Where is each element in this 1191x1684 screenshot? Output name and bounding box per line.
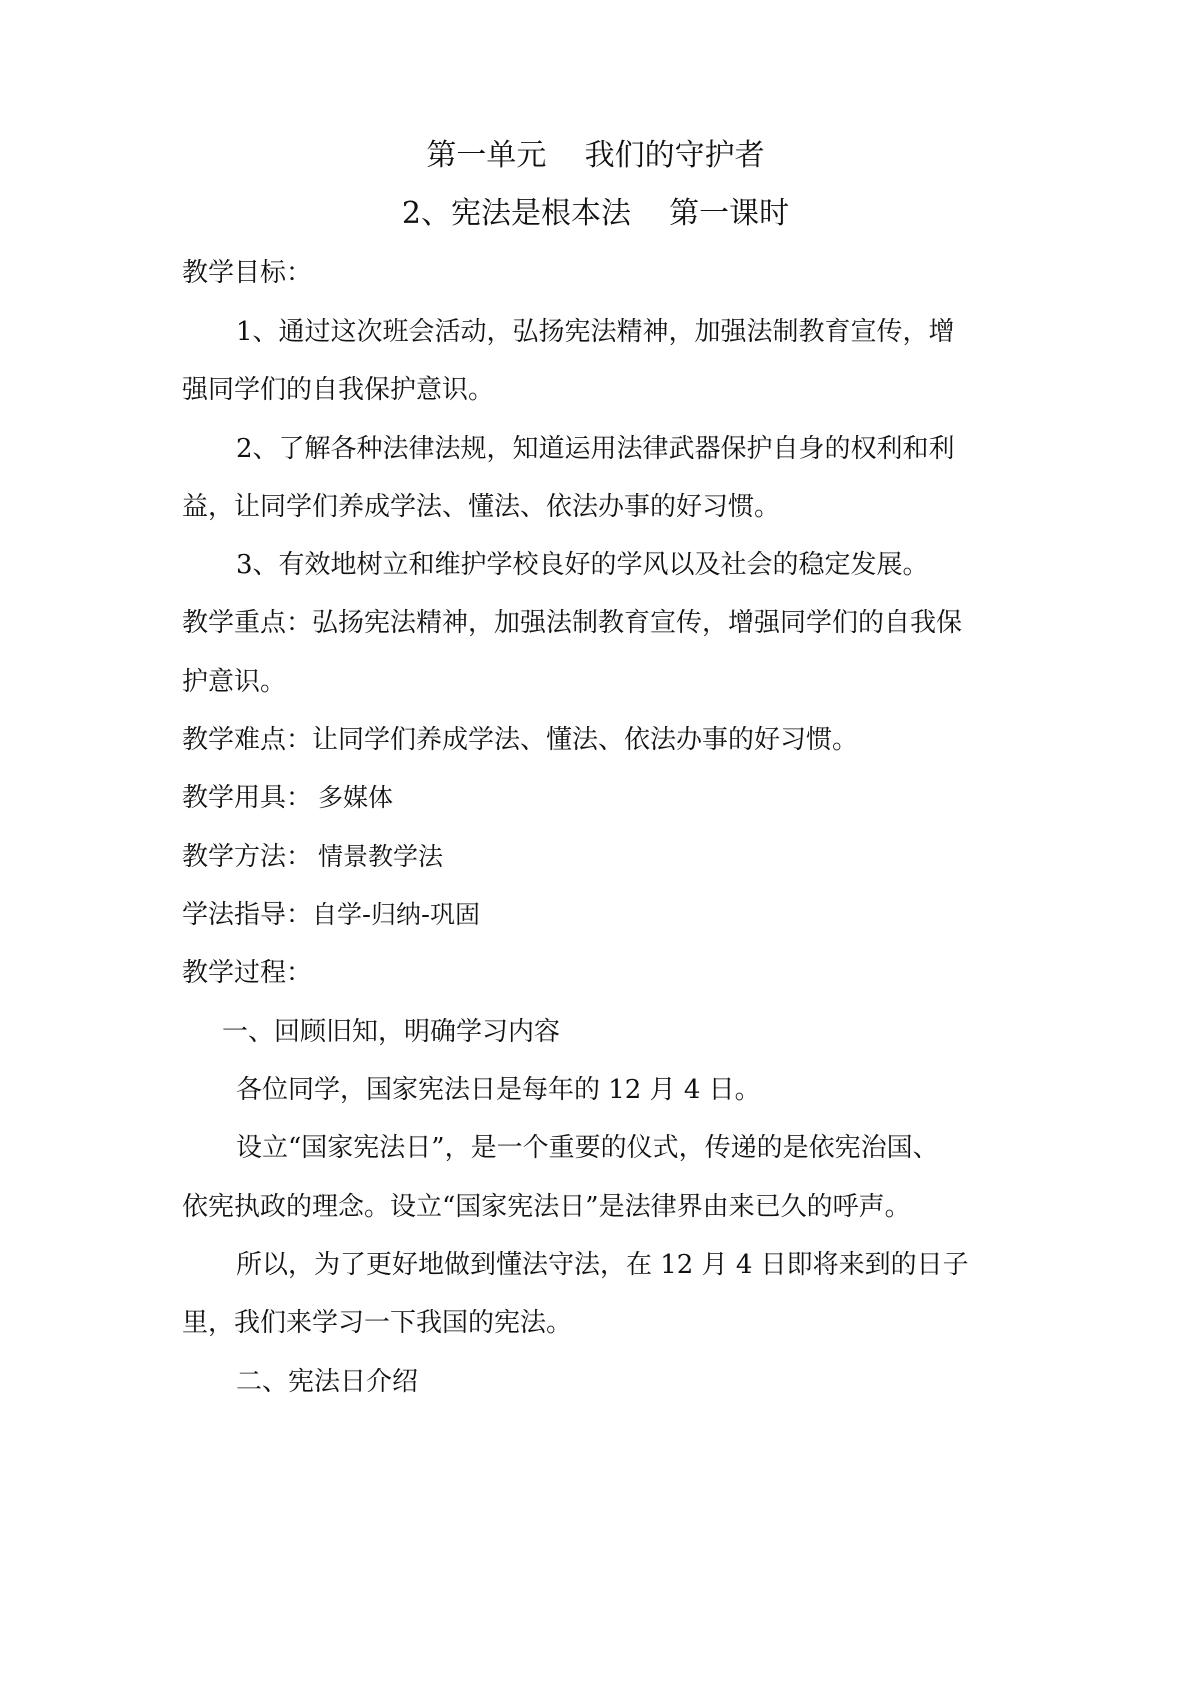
study-guide-label: 学法指导： [182, 900, 313, 930]
paragraph-2-line-2: 依宪执政的理念。设立“国家宪法日”是法律界由来已久的呼声。 [182, 1192, 911, 1222]
paragraph-3-line-1: 所以，为了更好地做到懂法守法，在 12 月 4 日即将来到的日子 [236, 1250, 969, 1280]
objective-1-line-2: 强同学们的自我保护意识。 [182, 375, 495, 405]
lesson-title: 2、宪法是根本法 第一课时 [401, 196, 790, 231]
study-guide [182, 897, 480, 933]
teaching-methods [182, 839, 443, 875]
teaching-methods-label: 教学方法： [182, 842, 313, 872]
key-points-line-2: 护意识。 [182, 667, 287, 697]
teaching-tools [182, 780, 393, 816]
process-heading: 教学过程： [182, 958, 313, 988]
objective-2-line-1: 2、了解各种法律法规，知道运用法律武器保护自身的权利和利 [236, 434, 955, 464]
objective-2-line-2: 益，让同学们养成学法、懂法、依法办事的好习惯。 [182, 492, 781, 522]
objective-3-line-1: 3、有效地树立和维护学校良好的学风以及社会的稳定发展。 [236, 550, 929, 580]
teaching-tools-label: 教学用具： [182, 783, 313, 813]
section-2-title: 二、宪法日介绍 [236, 1367, 419, 1397]
section-1-title: 一、回顾旧知，明确学习内容 [222, 1017, 561, 1047]
study-guide-value: 自学-归纳-巩固 [312, 900, 481, 929]
teaching-tools-value: 多媒体 [318, 783, 394, 812]
objectives-heading: 教学目标： [182, 258, 313, 288]
paragraph-3-line-2: 里，我们来学习一下我国的宪法。 [182, 1308, 573, 1338]
paragraph-2-line-1: 设立“国家宪法日”，是一个重要的仪式，传递的是依宪治国、 [236, 1133, 939, 1163]
difficult-points: 教学难点：让同学们养成学法、懂法、依法办事的好习惯。 [182, 725, 859, 755]
teaching-methods-value: 情景教学法 [318, 842, 444, 871]
objective-1-line-1: 1、通过这次班会活动，弘扬宪法精神，加强法制教育宣传，增 [236, 317, 955, 347]
unit-title: 第一单元 我们的守护者 [426, 138, 765, 173]
key-points-line-1: 教学重点：弘扬宪法精神，加强法制教育宣传，增强同学们的自我保 [182, 608, 963, 638]
paragraph-1: 各位同学，国家宪法日是每年的 12 月 4 日。 [236, 1075, 761, 1105]
